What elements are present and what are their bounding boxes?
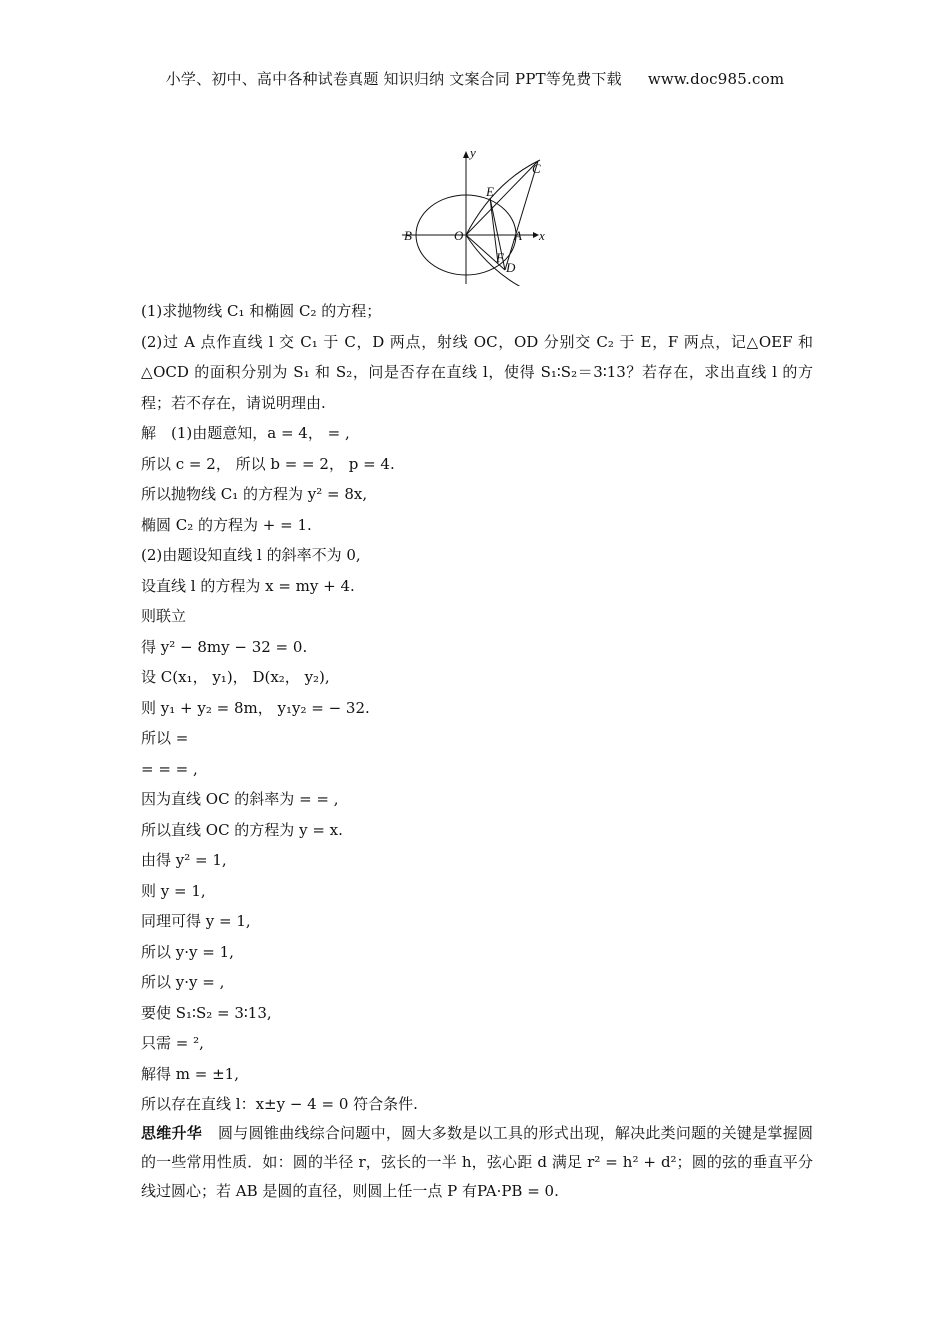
label-o: O bbox=[454, 228, 464, 243]
label-f: F bbox=[496, 250, 504, 265]
solution-line: 椭圆 C₂ 的方程为 + = 1. bbox=[141, 515, 312, 534]
solution-line: 所以 y·y = , bbox=[141, 973, 225, 991]
solution-line: 解得 m = ±1, bbox=[141, 1064, 239, 1083]
solution-line: (2)由题设知直线 l 的斜率不为 0, bbox=[141, 546, 361, 564]
solution-line: 设 C(x₁， y₁)， D(x₂， y₂), bbox=[141, 668, 330, 686]
header-text: 小学、初中、高中各种试卷真题 知识归纳 文案合同 PPT等免费下载 bbox=[165, 70, 622, 88]
question-2: (2)过 A 点作直线 l 交 C₁ 于 C，D 两点，射线 OC，OD 分别交 C₂ 于 E，F 两点，记△OEF 和△OCD 的面积分别为 S₁ 和 S₂，问是否存在直线 l，使得 S₁∶S₂＝3∶13？若存在，求出直线 l 的方程；若不存在，请说明理由. bbox=[141, 332, 813, 412]
solution bbox=[141, 418, 813, 1120]
solution-line: 由得 y² = 1, bbox=[141, 851, 227, 869]
label-b: B bbox=[404, 228, 412, 243]
summary bbox=[141, 1119, 813, 1206]
question-1: (1)求抛物线 C₁ 和椭圆 C₂ 的方程； bbox=[141, 302, 382, 320]
label-y: y bbox=[470, 146, 476, 160]
solution-line: 所以直线 OC 的方程为 y = x. bbox=[141, 820, 343, 839]
solution-line: 则 y = 1, bbox=[141, 881, 206, 900]
solution-line: 所以 = bbox=[141, 729, 189, 747]
solution-line: 设直线 l 的方程为 x = my + 4. bbox=[141, 576, 355, 595]
label-d: D bbox=[506, 260, 516, 275]
solution-line: 则联立 bbox=[141, 607, 187, 625]
figure-svg bbox=[398, 146, 558, 286]
geometry-figure bbox=[398, 146, 558, 286]
header-site: www.doc985.com bbox=[647, 70, 785, 88]
y-axis-arrow bbox=[463, 151, 469, 158]
solution-line: 则 y₁ + y₂ = 8m， y₁y₂ = − 32. bbox=[141, 698, 370, 717]
label-x: x bbox=[539, 228, 545, 243]
solution-line: 只需 = ², bbox=[141, 1034, 204, 1052]
solution-line: 所以 c = 2， 所以 b = = 2， p = 4. bbox=[141, 454, 395, 473]
solution-line: 所以存在直线 l：x±y − 4 = 0 符合条件. bbox=[141, 1095, 418, 1113]
summary-text: 圆与圆锥曲线综合问题中，圆大多数是以工具的形式出现，解决此类问题的关键是掌握圆的一些常用性质．如：圆的半径 r，弦长的一半 h，弦心距 d 满足 r² = h² + d²；圆的弦的垂直平分线过圆心；若 AB 是圆的直径，则圆上任一点 P 有PA·PB = 0. bbox=[141, 1123, 813, 1200]
solution-line: 所以 y·y = 1, bbox=[141, 942, 234, 961]
content bbox=[141, 296, 813, 1206]
solution-line: 要使 S₁∶S₂ = 3∶13, bbox=[141, 1003, 272, 1022]
label-a: A bbox=[514, 228, 522, 243]
solution-line: 同理可得 y = 1, bbox=[141, 912, 251, 930]
summary-title: 思维升华 bbox=[141, 1123, 203, 1142]
page-header bbox=[0, 68, 950, 89]
label-c: C bbox=[532, 161, 541, 176]
solution-line: = = = , bbox=[141, 759, 198, 778]
solution-line: 解 (1)由题意知，a = 4， = , bbox=[141, 424, 350, 442]
solution-line: 因为直线 OC 的斜率为 = = , bbox=[141, 790, 339, 808]
solution-line: 所以抛物线 C₁ 的方程为 y² = 8x, bbox=[141, 485, 368, 503]
label-e: E bbox=[486, 184, 494, 199]
solution-line: 得 y² − 8my − 32 = 0. bbox=[141, 637, 308, 656]
